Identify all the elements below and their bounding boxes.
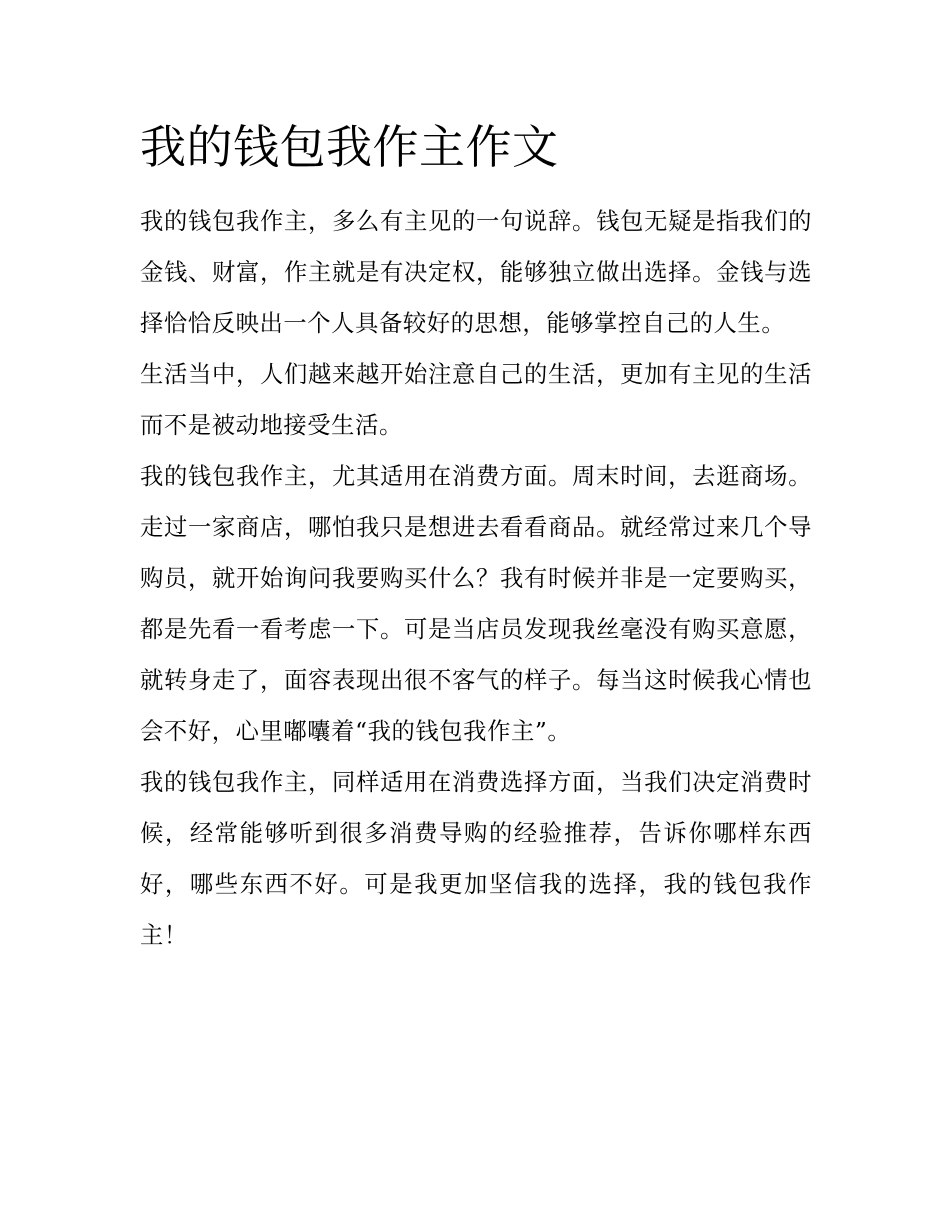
body-paragraph-2: 生活当中，人们越来越开始注意自己的生活，更加有主见的生活而不是被动地接受生活。 xyxy=(140,361,812,439)
document-body xyxy=(140,196,812,961)
document-title: 我的钱包我作主作文 xyxy=(140,120,559,174)
body-paragraph-3: 我的钱包我作主，尤其适用在消费方面。周末时间，去逛商场。走过一家商店，哪怕我只是想进去看看商品。就经常过来几个导购员，就开始询问我要购买什么？我有时候并非是一定要购买，都是先看一看考虑一下。可是当店员发现我丝毫没有购买意愿，就转身走了，面容表现出很不客气的样子。每当这时候我心情也会不好，心里嘟囔着“我的钱包我作主”。 xyxy=(140,463,812,745)
body-paragraph-4: 我的钱包我作主，同样适用在消费选择方面，当我们决定消费时候，经常能够听到很多消费导购的经验推荐，告诉你哪样东西好，哪些东西不好。可是我更加坚信我的选择，我的钱包我作主！ xyxy=(140,769,812,949)
body-paragraph-1: 我的钱包我作主，多么有主见的一句说辞。钱包无疑是指我们的金钱、财富，作主就是有决定权，能够独立做出选择。金钱与选择恰恰反映出一个人具备较好的思想，能够掌控自己的人生。 xyxy=(140,208,812,337)
document-page xyxy=(140,112,812,961)
